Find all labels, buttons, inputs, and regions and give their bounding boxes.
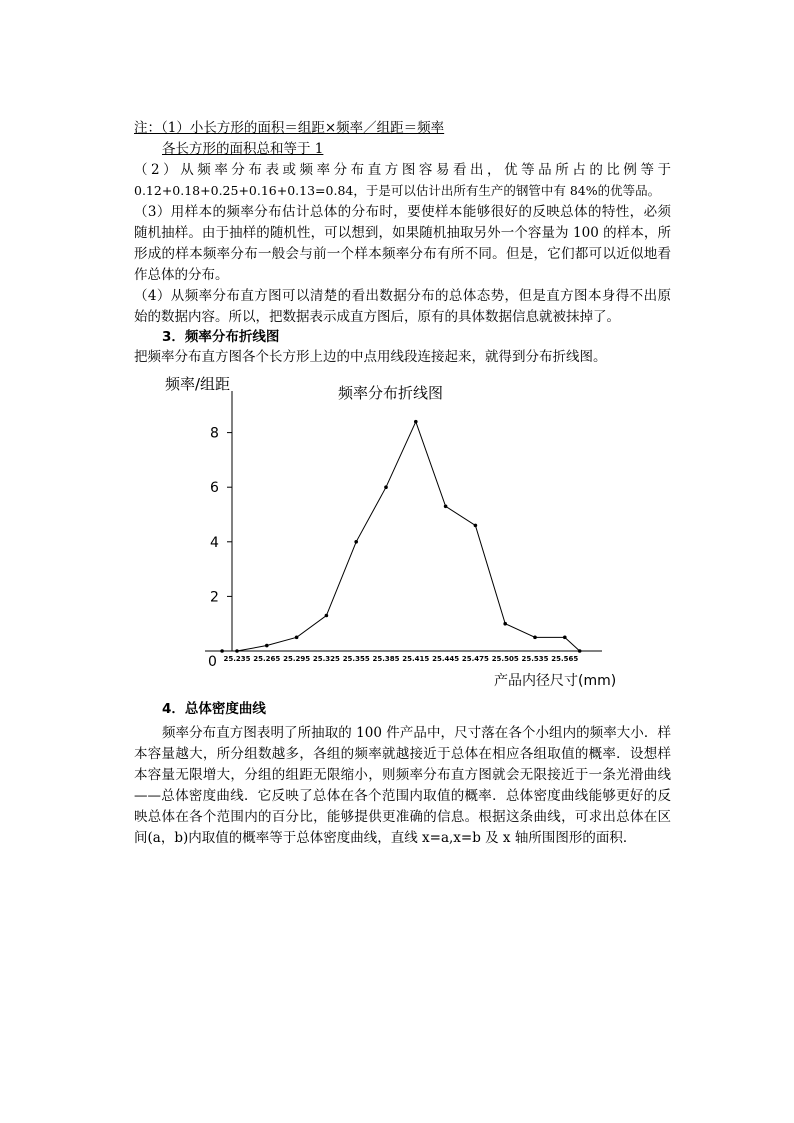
x-tick-label: 25.505: [491, 655, 519, 663]
para2-line-2: 0.12+0.18+0.25+0.16+0.13=0.84，于是可以估计出所有生产的钢管中有 84%的优等品。: [134, 183, 661, 198]
x-tick-label: 25.235: [223, 655, 251, 663]
para3-line-4: 作总体的分布。: [134, 267, 229, 283]
para3-line-1: （3）用样本的频率分布估计总体的分布时，要使样本能够很好的反映总体的特性，必须: [134, 204, 671, 220]
chart-ylabel: 频率/组距: [165, 375, 231, 393]
chart-xlabel: 产品内径尺寸(mm): [494, 673, 617, 689]
para4-line-2: 始的数据内容。所以，把数据表示成直方图后，原有的具体数据信息就被抹掉了。: [134, 309, 620, 325]
data-point: [265, 644, 269, 648]
section4-line-6: 间(a，b)内取值的概率等于总体密度曲线，直线 x=a,x=b 及 x 轴所围图形的面积．: [134, 830, 637, 846]
x-tick-label: 25.535: [521, 655, 549, 663]
x-tick-label: 25.445: [432, 655, 460, 663]
frequency-polygon-chart: [0, 370, 794, 695]
y-tick-label: 6: [210, 480, 219, 497]
section4-line-2: 本容量越大，所分组数越多，各组的频率就越接近于总体在相应各组取值的概率．设想样: [134, 746, 671, 762]
section4-heading: 4．总体密度曲线: [162, 701, 266, 717]
section4-line-5: 映总体在各个范围内的百分比，能够提供更准确的信息。根据这条曲线，可求出总体在区: [134, 809, 671, 825]
data-point: [578, 649, 582, 653]
section4-line-1: 频率分布直方图表明了所抽取的 100 件产品中，尺寸落在各个小组内的频率大小．样: [162, 725, 671, 741]
para3-line-3: 形成的样本频率分布一般会与前一个样本频率分布有所不同。但是，它们都可以近似地看: [134, 246, 671, 262]
x-tick-label: 25.355: [342, 655, 370, 663]
data-point: [444, 505, 448, 509]
y-tick-label: 2: [210, 589, 219, 606]
x-tick-label: 25.385: [372, 655, 400, 663]
data-point: [295, 636, 299, 640]
y-tick-label: 8: [210, 425, 219, 442]
data-point: [235, 649, 239, 653]
data-point: [414, 420, 418, 424]
data-point: [325, 614, 329, 618]
section3-heading: 3．频率分布折线图: [162, 329, 280, 345]
data-point: [354, 540, 358, 544]
x-tick-label: 25.475: [461, 655, 489, 663]
x-tick-label: 25.265: [253, 655, 281, 663]
section4-line-3: 本容量无限增大，分组的组距无限缩小，则频率分布直方图就会无限接近于一条光滑曲线: [134, 767, 671, 783]
note-line-1: 注：（1）小长方形的面积＝组距×频率／组距＝频率: [134, 120, 445, 136]
x-tick-label: 25.295: [283, 655, 311, 663]
chart-title: 频率分布折线图: [338, 384, 444, 402]
para3-line-2: 随机抽样。由于抽样的随机性，可以想到，如果随机抽取另外一个容量为 100 的样本，所: [134, 225, 671, 241]
section3-text: 把频率分布直方图各个长方形上边的中点用线段连接起来，就得到分布折线图。: [134, 349, 607, 365]
note-line-2: 各长方形的面积总和等于 1: [162, 141, 324, 157]
para4-line-1: （4）从频率分布直方图可以清楚的看出数据分布的总体态势，但是直方图本身得不出原: [134, 288, 671, 304]
series-line: [222, 422, 580, 651]
section4-line-4: ——总体密度曲线．它反映了总体在各个范围内取值的概率．总体密度曲线能够更好的反: [134, 788, 671, 804]
data-point: [503, 622, 507, 626]
data-point: [533, 636, 537, 640]
data-point: [384, 485, 388, 489]
data-point: [220, 649, 224, 653]
y-tick-label: 4: [210, 534, 219, 551]
data-point: [563, 636, 567, 640]
para2-line-1: （2）从频率分布表或频率分布直方图容易看出，优等品所占的比例等于: [134, 162, 671, 178]
data-point: [474, 524, 478, 528]
y-tick-label: 0: [208, 654, 217, 670]
x-tick-label: 25.415: [402, 655, 430, 663]
x-tick-label: 25.565: [551, 655, 579, 663]
x-tick-label: 25.325: [312, 655, 340, 663]
